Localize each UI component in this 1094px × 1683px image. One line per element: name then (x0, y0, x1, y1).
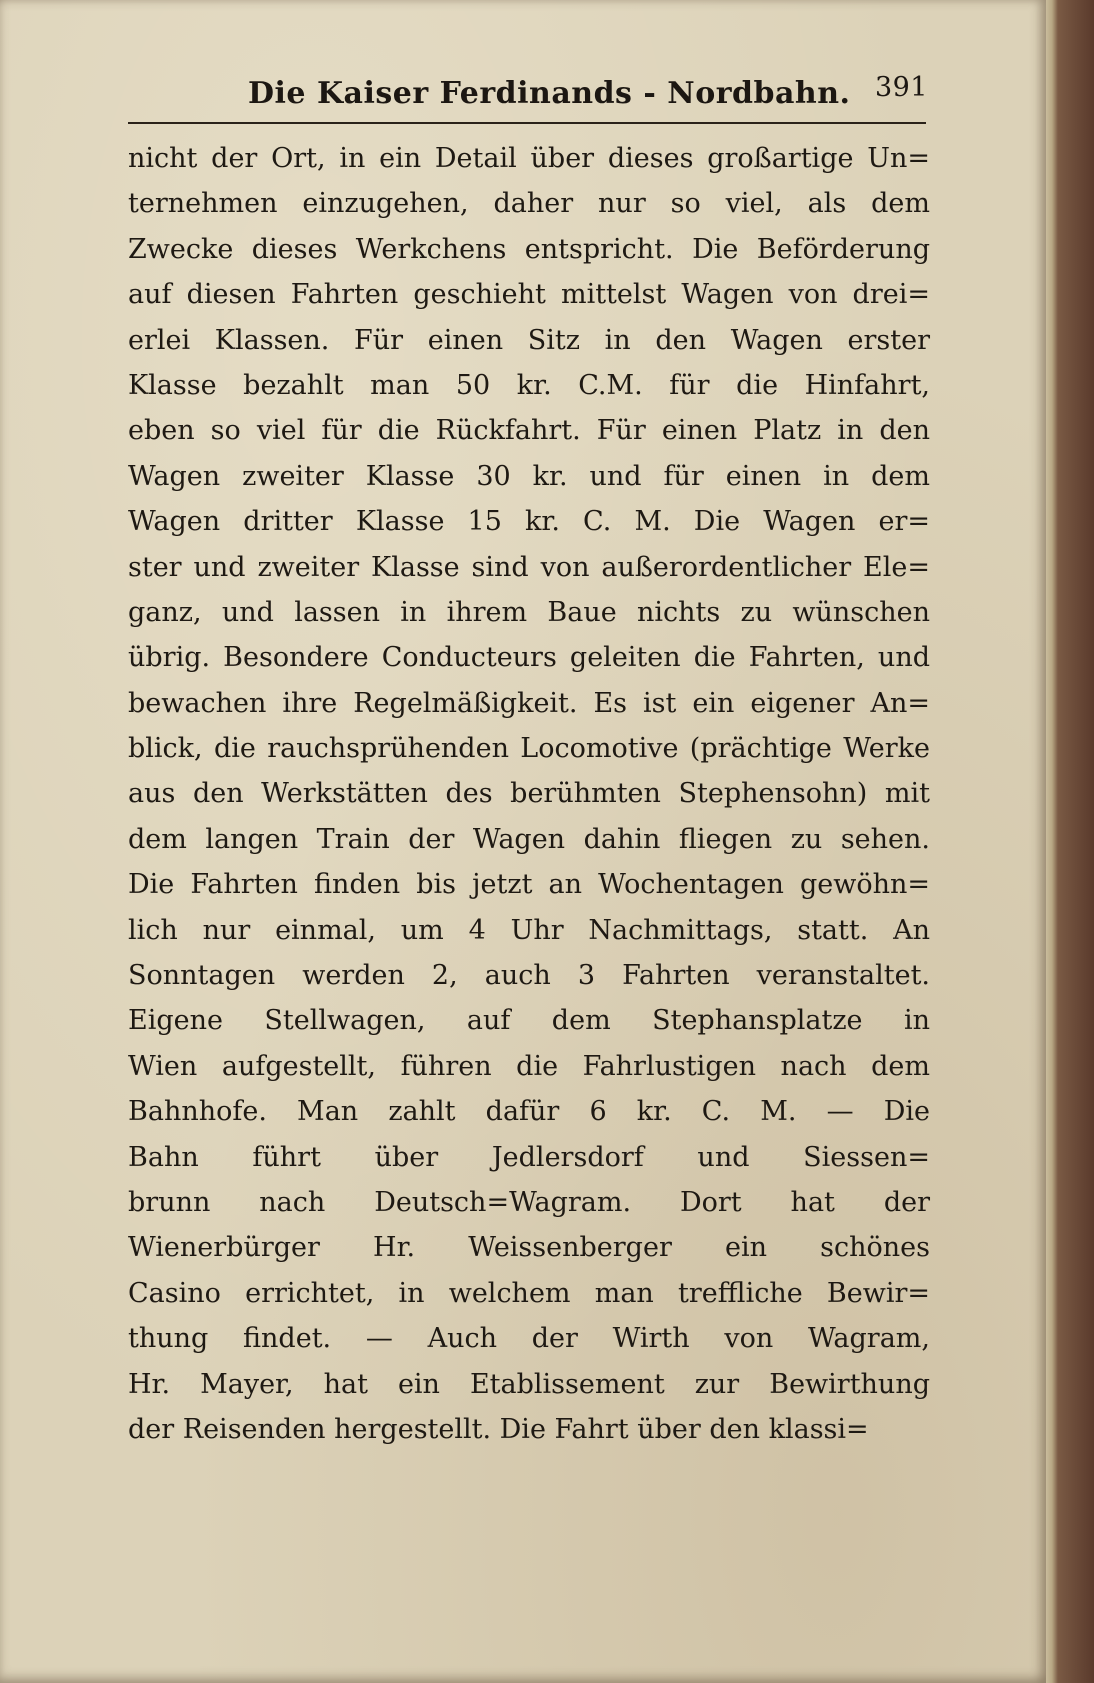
text-line: ternehmen einzugehen, daher nur so viel, als dem (128, 188, 930, 220)
text-line: ster und zweiter Klasse sind von außerordentlicher Ele= (128, 551, 930, 583)
text-line: auf diesen Fahrten geschieht mittelst Wagen von drei= (128, 279, 930, 311)
text-line: übrig. Besondere Conducteurs geleiten die Fahrten, und (128, 642, 930, 674)
text-line: dem langen Train der Wagen dahin fliegen zu sehen. (128, 823, 930, 855)
text-line: Wienerbürger Hr. Weissenberger ein schönes (128, 1232, 930, 1264)
text-line: Wagen zweiter Klasse 30 kr. und für einen in dem (128, 460, 930, 492)
text-line: Hr. Mayer, hat ein Etablissement zur Bewirthung (128, 1368, 930, 1400)
text-line: Eigene Stellwagen, auf dem Stephansplatze in (128, 1005, 930, 1037)
text-line: Bahn führt über Jedlersdorf und Siessen= (128, 1141, 930, 1173)
text-line: blick, die rauchsprühenden Locomotive (prächtige Werke (128, 733, 930, 765)
text-line: Sonntagen werden 2, auch 3 Fahrten veranstaltet. (128, 960, 930, 992)
page-edge (1046, 0, 1094, 1683)
text-line: Casino errichtet, in welchem man treffliche Bewir= (128, 1277, 930, 1309)
text-line: thung findet. — Auch der Wirth von Wagram, (128, 1323, 930, 1355)
body-text (128, 136, 930, 1452)
text-line: der Reisenden hergestellt. Die Fahrt über den klassi= (128, 1413, 869, 1445)
text-line: Klasse bezahlt man 50 kr. C.M. für die Hinfahrt, (128, 369, 930, 401)
text-line: Die Fahrten finden bis jetzt an Wochentagen gewöhn= (128, 869, 930, 901)
header-rule (128, 122, 926, 124)
text-line: Wagen dritter Klasse 15 kr. C. M. Die Wagen er= (128, 506, 930, 538)
page-number: 391 (874, 72, 928, 103)
running-head-title: Die Kaiser Ferdinands - Nordbahn. (248, 76, 851, 111)
text-line: Zwecke dieses Werkchens entspricht. Die Beförderung (128, 233, 930, 265)
text-line: nicht der Ort, in ein Detail über dieses großartige Un= (128, 143, 930, 174)
running-head (248, 66, 928, 116)
text-line: Bahnhofe. Man zahlt dafür 6 kr. C. M. — Die (128, 1096, 930, 1128)
text-line: brunn nach Deutsch=Wagram. Dort hat der (128, 1186, 930, 1218)
text-line: ganz, und lassen in ihrem Baue nichts zu wünschen (128, 596, 930, 628)
text-line: Wien aufgestellt, führen die Fahrlustigen nach dem (128, 1050, 930, 1082)
text-line: bewachen ihre Regelmäßigkeit. Es ist ein eigener An= (128, 687, 930, 719)
text-line: lich nur einmal, um 4 Uhr Nachmittags, statt. An (128, 914, 930, 946)
text-line: aus den Werkstätten des berühmten Stephensohn) mit (128, 778, 930, 810)
text-line: eben so viel für die Rückfahrt. Für einen Platz in den (128, 415, 930, 447)
text-line: erlei Klassen. Für einen Sitz in den Wagen erster (128, 324, 930, 356)
